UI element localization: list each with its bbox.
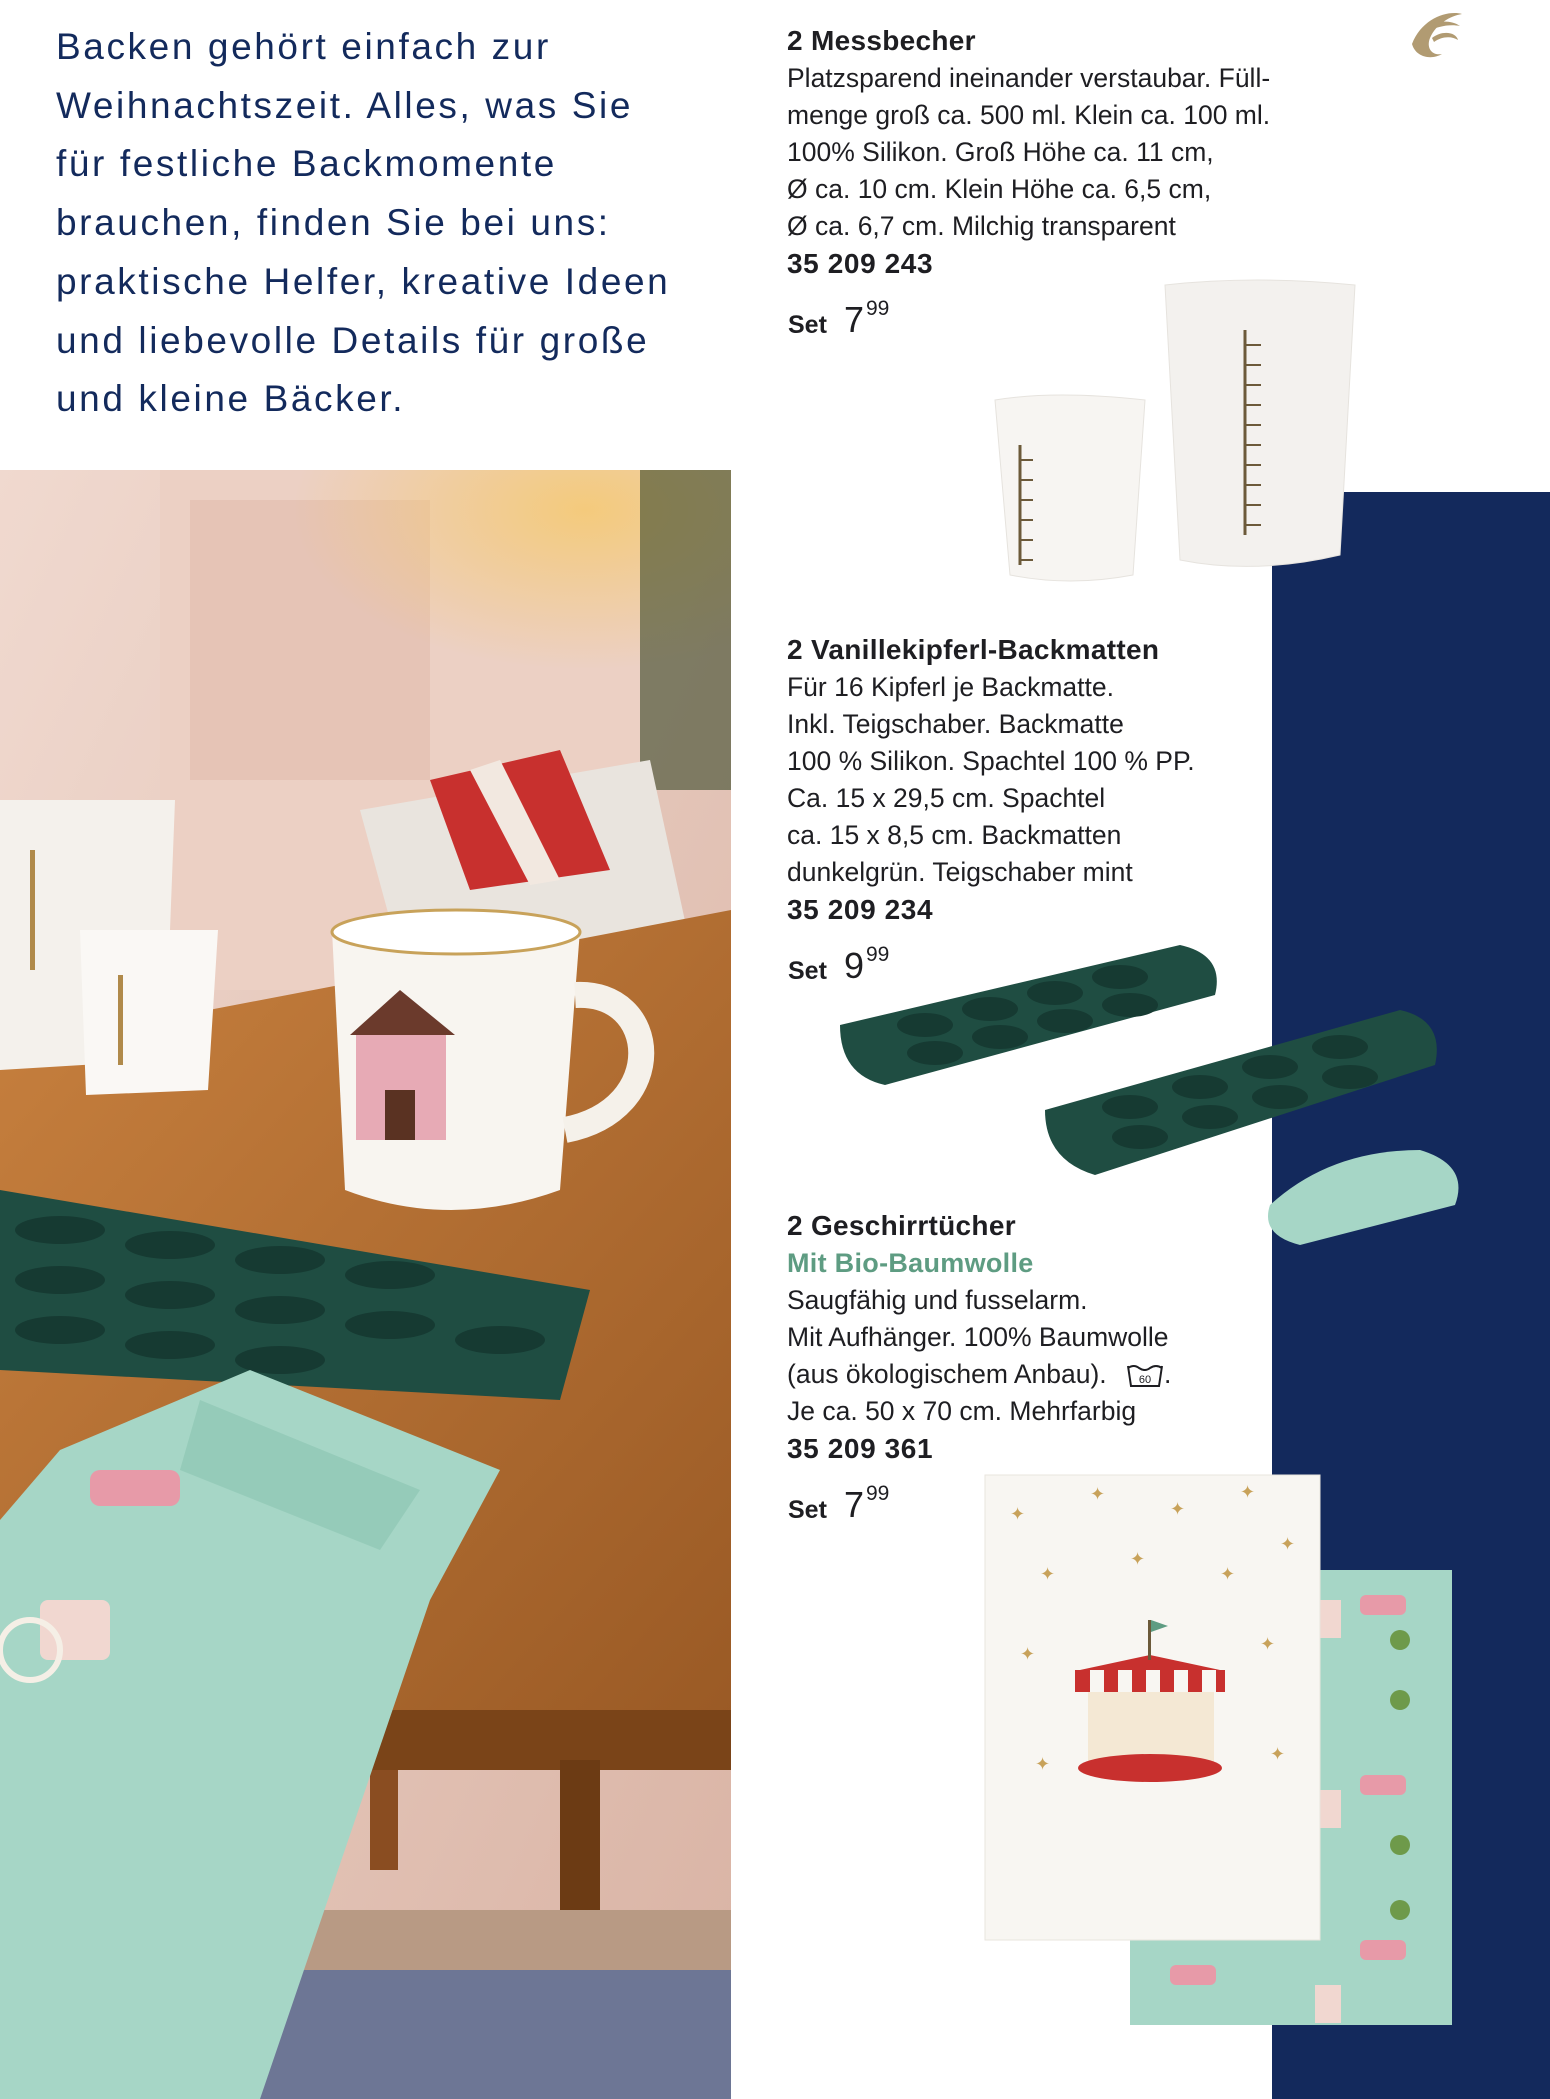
intro-line: brauchen, finden Sie bei uns: — [56, 202, 611, 244]
product-desc-line: Ø ca. 6,7 cm. Milchig transparent — [787, 211, 1176, 241]
product-desc-line: menge groß ca. 500 ml. Klein ca. 100 ml. — [787, 100, 1271, 130]
svg-text:✦: ✦ — [1240, 1482, 1256, 1503]
product-desc-line: Je ca. 50 x 70 cm. Mehrfarbig — [787, 1396, 1137, 1426]
wash-suffix: . — [1164, 1359, 1172, 1389]
hero-photo — [0, 470, 731, 2099]
svg-text:✦: ✦ — [1010, 1504, 1026, 1525]
product-desc-line: ca. 15 x 8,5 cm. Backmatten — [787, 820, 1122, 850]
svg-text:✦: ✦ — [1280, 1534, 1296, 1555]
product-desc-line: Inkl. Teigschaber. Backmatte — [787, 709, 1124, 739]
price-integer: 7 — [844, 299, 865, 340]
svg-text:✦: ✦ — [1130, 1549, 1146, 1570]
svg-text:✦: ✦ — [1220, 1564, 1236, 1585]
product-subtitle: Mit Bio-Baumwolle — [787, 1248, 1034, 1278]
svg-text:✦: ✦ — [1040, 1564, 1056, 1585]
product-title: 2 Messbecher — [787, 25, 976, 56]
product-desc-line: Saugfähig und fusselarm. — [787, 1285, 1088, 1315]
svg-text:✦: ✦ — [1170, 1499, 1186, 1520]
price-label: Set — [788, 957, 827, 985]
washing-60-icon — [1126, 1363, 1164, 1389]
price-label: Set — [788, 1496, 827, 1524]
intro-text — [56, 18, 746, 429]
product-baking-mats — [787, 631, 1257, 987]
intro-line: Weihnachtszeit. Alles, was Sie — [56, 84, 634, 126]
intro-line: praktische Helfer, kreative Ideen — [56, 260, 671, 302]
intro-line: und liebevolle Details für große — [56, 319, 650, 361]
tea-towels-image — [980, 1470, 1460, 2030]
price-integer: 7 — [844, 1484, 865, 1525]
product-desc-line: Ø ca. 10 cm. Klein Höhe ca. 6,5 cm, — [787, 174, 1212, 204]
product-desc-line: 100% Silikon. Groß Höhe ca. 11 cm, — [787, 137, 1214, 167]
product-desc-line: 100 % Silikon. Spachtel 100 % PP. — [787, 746, 1195, 776]
intro-line: und kleine Bäcker. — [56, 378, 406, 420]
price-decimal: 99 — [866, 943, 890, 966]
product-title: 2 Geschirrtücher — [787, 1210, 1016, 1241]
product-desc-line: Ca. 15 x 29,5 cm. Spachtel — [787, 783, 1106, 813]
product-desc-line: Platzsparend ineinander verstaubar. Füll- — [787, 63, 1271, 93]
svg-text:✦: ✦ — [1090, 1484, 1106, 1505]
article-number: 35 209 361 — [787, 1433, 934, 1464]
measuring-cups-image — [985, 275, 1365, 595]
product-desc-text: (aus ökologischem Anbau). — [787, 1359, 1107, 1389]
svg-text:✦: ✦ — [1260, 1634, 1276, 1655]
product-desc-line: dunkelgrün. Teigschaber mint — [787, 857, 1133, 887]
price-decimal: 99 — [866, 1482, 890, 1505]
product-desc-line: Für 16 Kipferl je Backmatte. — [787, 672, 1114, 702]
intro-line: Backen gehört einfach zur — [56, 26, 551, 67]
product-desc-line — [787, 1356, 1257, 1393]
intro-line: für festliche Backmomente — [56, 143, 557, 185]
article-number: 35 209 243 — [787, 248, 934, 279]
product-desc-line: Mit Aufhänger. 100% Baumwolle — [787, 1322, 1169, 1352]
wash-temperature: 60 — [1138, 1374, 1152, 1386]
tchibo-logo-icon — [1402, 4, 1470, 62]
svg-text:✦: ✦ — [1020, 1644, 1036, 1665]
svg-text:✦: ✦ — [1035, 1754, 1051, 1775]
price-integer: 9 — [844, 945, 865, 986]
price-decimal: 99 — [866, 297, 890, 320]
product-title: 2 Vanillekipferl-Backmatten — [787, 634, 1160, 665]
price-label: Set — [788, 311, 827, 339]
svg-text:✦: ✦ — [1270, 1744, 1286, 1765]
article-number: 35 209 234 — [787, 894, 934, 925]
